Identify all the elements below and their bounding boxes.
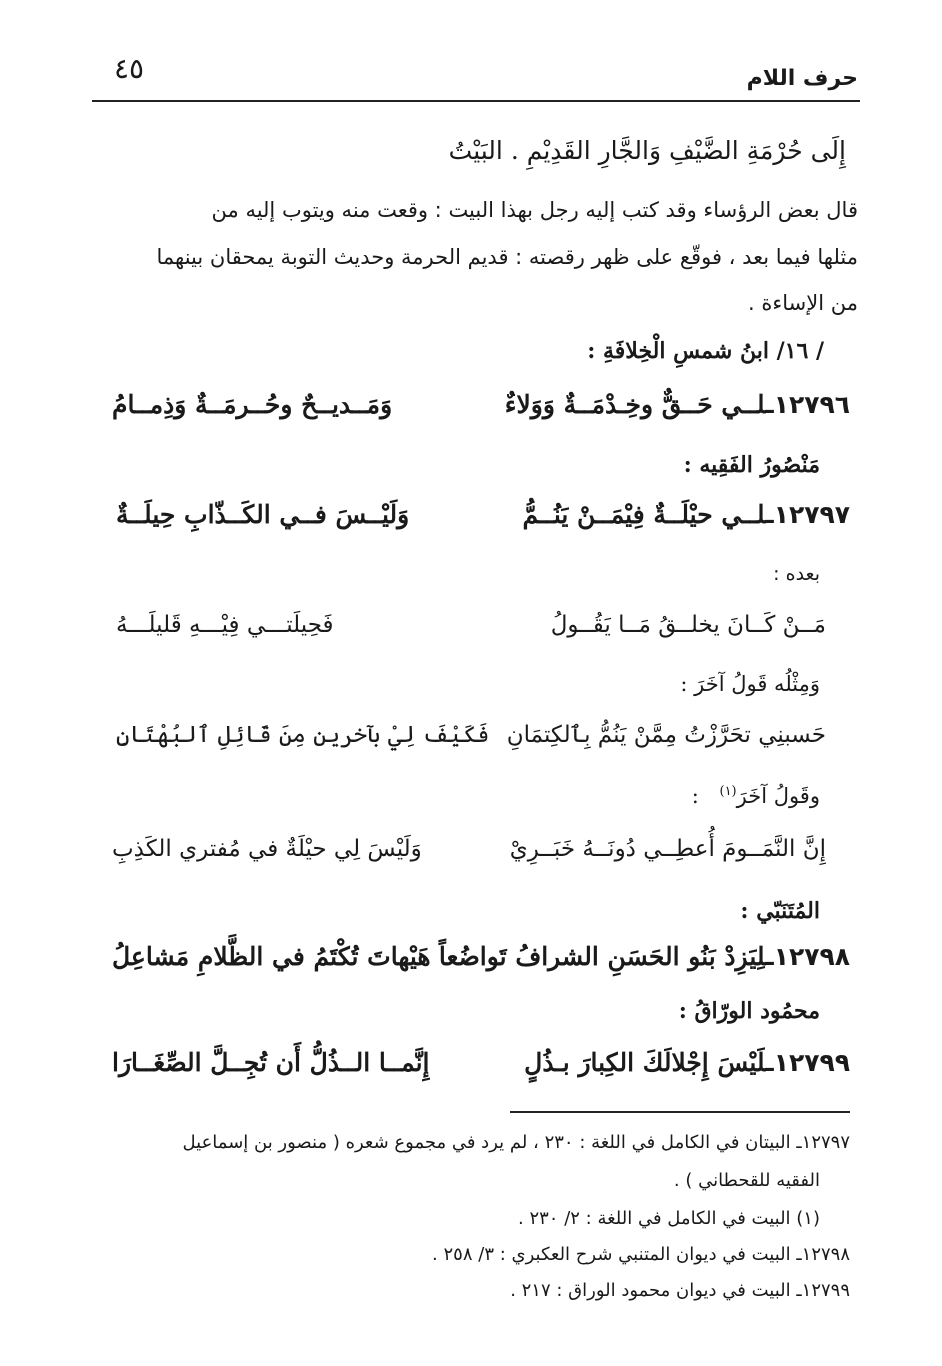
poet-attribution: محمُود الورّاقُ : bbox=[678, 998, 820, 1024]
verse-first-hemistich: مَــنْ كَــانَ يخلــقُ مَــا يَقُــولُ bbox=[550, 612, 826, 638]
footnote-line: ١٢٧٩٩ـ البيت في ديوان محمود الوراق : ٢١٧ . bbox=[510, 1280, 850, 1301]
verse-second-hemistich: فَكَيْفَ لِيْ بآخرين مِنَ قَائِلِ ٱلبُهْتَانِ bbox=[116, 722, 490, 748]
narrative-line-2: مثلها فيما بعد ، فوقّع على ظهر رقصته : قديم الحرمة وحديث التوبة يمحقان بينهما bbox=[156, 245, 858, 269]
hemistich-text: لِيَزِدْ بَنُو الحَسَنِ الشرافُ تَواضُعاً bbox=[438, 942, 766, 971]
poet-attribution: المُتَنَبّي : bbox=[740, 898, 820, 924]
header-rule bbox=[92, 100, 860, 102]
verse-first-hemistich bbox=[439, 942, 850, 971]
verse-second-hemistich: فَحِيلَتـــي فِيْـــهِ قَليلَـــهُ bbox=[116, 612, 334, 638]
verse-number: ١٢٧٩٧ـ bbox=[765, 500, 850, 529]
verse-number: ١٢٧٩٨ـ bbox=[765, 942, 850, 971]
verse-number: ١٢٧٩٩ـ bbox=[765, 1048, 850, 1077]
section-label bbox=[692, 784, 820, 808]
verse-first-hemistich bbox=[524, 1048, 850, 1077]
footnote-line: الفقيه للقحطاني ) . bbox=[673, 1170, 820, 1191]
verse-second-hemistich: وَلَيْــسَ فــي الكَــذّابِ حِيلَــةٌ bbox=[116, 500, 410, 529]
verse-second-hemistich: هَيْهاتَ تُكْتَمُ في الظَّلامِ مَشاعِلُ bbox=[112, 942, 431, 971]
footnote-line: (١) البيت في الكامل في اللغة : ٢/ ٢٣٠ . bbox=[518, 1208, 820, 1229]
hemistich-text: لــي حَــقٌّ وخِـدْمَــةٌ وَوَلاءٌ bbox=[504, 390, 766, 419]
hemistich-continuation: إِلَى حُرْمَةِ الضَّيْفِ وَالجَّارِ القَدِيْمِ . البَيْتُ bbox=[448, 136, 846, 165]
hemistich-text: لــي حيْلَــةٌ فِيْمَــنْ يَنُــمُّ bbox=[522, 500, 766, 529]
hemistich-text: لَيْسَ إِجْلالَكَ الكِبارَ بـذُلٍ bbox=[524, 1048, 766, 1077]
footnote-rule bbox=[510, 1111, 850, 1113]
section-label: وَمِثْلُه قَولُ آخَرَ : bbox=[680, 672, 820, 696]
running-head: حرف اللام bbox=[746, 66, 858, 91]
verse-number: ١٢٧٩٦ـ bbox=[765, 390, 850, 419]
verse-first-hemistich: حَسبنِي تحَرَّزْتُ مِمَّنْ يَنُمُّ بِٱلكِتمَانِ bbox=[506, 722, 826, 748]
verse-second-hemistich: وَمَــديــحٌ وحُــرمَــةٌ وَذِمــامُ bbox=[112, 390, 393, 419]
verse-first-hemistich bbox=[523, 500, 850, 529]
verse-second-hemistich: إِنَّمــا الــذُلُّ أَن تُجِــلَّ الصِّغَــارَا bbox=[112, 1048, 430, 1077]
narrative-line-3: من الإساءة . bbox=[748, 291, 858, 315]
verse-first-hemistich bbox=[505, 390, 850, 419]
section-label-text: وقَولُ آخَرَ bbox=[736, 784, 820, 808]
verse-second-hemistich: وَلَيْسَ لِي حيْلَةٌ في مُفتري الكَذِبِ bbox=[112, 836, 422, 862]
footnote-reference: (١) bbox=[719, 784, 737, 799]
narrative-line-1: قال بعض الرؤساء وقد كتب إليه رجل بهذا البيت : وقعت منه ويتوب إليه من bbox=[211, 198, 858, 222]
poet-attribution: مَنْصُورُ الفَقِيه : bbox=[683, 452, 820, 478]
label-colon: : bbox=[691, 784, 699, 808]
verse-first-hemistich: إِنَّ النَّمَــومَ أُعطِــي دُونَــهُ خَبَــرِيْ bbox=[509, 836, 826, 862]
footnote-line: ١٢٧٩٧ـ البيتان في الكامل في اللغة : ٢٣٠ ، لم يرد في مجموع شعره ( منصور بن إسماعيل bbox=[182, 1132, 850, 1153]
page-number: ٤٥ bbox=[114, 52, 145, 85]
footnote-line: ١٢٧٩٨ـ البيت في ديوان المتنبي شرح العكبري : ٣/ ٢٥٨ . bbox=[432, 1244, 850, 1265]
section-label: بعده : bbox=[773, 563, 820, 585]
poet-attribution: / ١٦/ ابنُ شمسِ الْخِلافَةِ : bbox=[587, 338, 824, 364]
